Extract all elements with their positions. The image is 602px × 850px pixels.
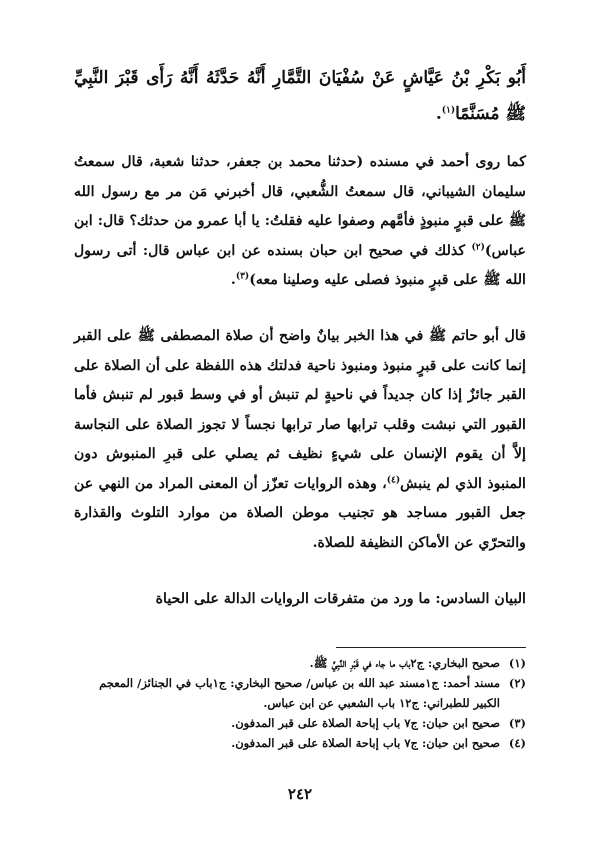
- paragraph-1-tail: .: [230, 272, 236, 288]
- footnote-item: [74, 673, 526, 713]
- footnote-text: مسند أحمد: ج١مسند عبد الله بن عباس/ صحيح البخاري: ج١باب في الجنائز/ المعجم الكبير للطبراني: ج١٢ باب الشعبي عن ابن عباس.: [99, 676, 500, 710]
- footnote-item: [74, 713, 526, 733]
- footnote-ref-3: (٣): [235, 271, 250, 282]
- footnotes: [74, 653, 526, 753]
- paragraph-abu-hatim: [74, 322, 526, 558]
- footnote-divider: [336, 647, 526, 648]
- footnote-item: [74, 653, 526, 673]
- paragraph-2-text-2: ، وهذه الروايات تعزّز أن المعنى المراد من النهي عن جعل القبور مساجد هو تجنيب موطن الصلاة من موارد التلوث والقذارة والتحرّي عن الأماكن النظيفة للصلاة.: [74, 475, 526, 551]
- hadith-quote-text: أَبُو بَكْرِ بْنُ عَيَّاشٍ عَنْ سُفْيَانَ التَّمَّارِ أَنَّهُ حَدَّثَهُ أَنَّهُ رَأَى قَبْرَ النَّبِيِّ ﷺ مُسَنَّمًا: [74, 68, 526, 124]
- book-page: [74, 40, 526, 830]
- page-number: ٢٤٢: [287, 785, 313, 803]
- hadith-quote: [74, 60, 526, 132]
- footnote-ref-4: (٤): [386, 474, 401, 485]
- paragraph-1-text: كما روى أحمد في مسنده (حدثنا محمد بن جعفر، حدثنا شعبة، قال سمعتُ سليمان الشيباني، قال سمعتُ الشُّعبي، قال أخبرني مَن مر مع رسول الله ﷺ على قبرٍ منبوذٍ فأمَّهم وصفوا عليه فقلتُ: يا أبا عمرو من حدثك؟ قال: ابن عباس): [74, 154, 526, 259]
- footnote-ref-1: (١): [441, 105, 456, 116]
- quote-period: .: [435, 104, 442, 124]
- paragraph-1-text-2: كذلك في صحيح ابن حبان بسنده عن ابن عباس قال: أتى رسول الله ﷺ على قبرٍ منبوذ فصلى عليه وصلينا معه): [74, 242, 526, 288]
- paragraph-sixth-statement: [74, 585, 526, 615]
- footnote-number: (١): [508, 656, 526, 670]
- footnote-number: (٤): [508, 736, 526, 750]
- sixth-statement-heading: البيان السادس:: [435, 591, 526, 607]
- paragraph-ahmad-narration: [74, 148, 526, 296]
- footnote-text: صحيح البخاري: ج٢باب ما جاء في قَبْرِ النَّبِيِّ ﷺ.: [309, 656, 500, 670]
- paragraph-2-text: قال أبو حاتم ﷺ في هذا الخبر بيانٌ واضح أن صلاة المصطفى ﷺ على القبر إنما كانت على قبرٍ منبوذ ومنبوذ ناحية فدلتك هذه اللفظة على أن الصلاة على القبر جائزٌ إذا كان جديداً في ناحيةٍ لم تنبش أو في وسط قبور لم تنبش فأما القبور التي نبشت وقلب ترابها صار ترابها نجساً لا تجوز الصلاة على النجاسة إلاَّ أن يقوم الإنسان على شيءٍ نظيف ثم يصلي على قبرِ المنبوش دون المنبوذ الذي لم ينبش: [74, 328, 526, 492]
- paragraph-3-text: ما ورد من متفرقات الروايات الدالة على الحياة: [155, 591, 436, 607]
- footnote-ref-2: (٢): [471, 241, 485, 252]
- footnote-number: (٢): [508, 676, 526, 690]
- footnote-number: (٣): [508, 716, 526, 730]
- footnote-text: صحيح ابن حبان: ج٧ باب إباحة الصلاة على قبر المدفون.: [231, 736, 500, 750]
- footnote-text: صحيح ابن حبان: ج٧ باب إباحة الصلاة على قبر المدفون.: [231, 716, 500, 730]
- footnote-item: [74, 733, 526, 753]
